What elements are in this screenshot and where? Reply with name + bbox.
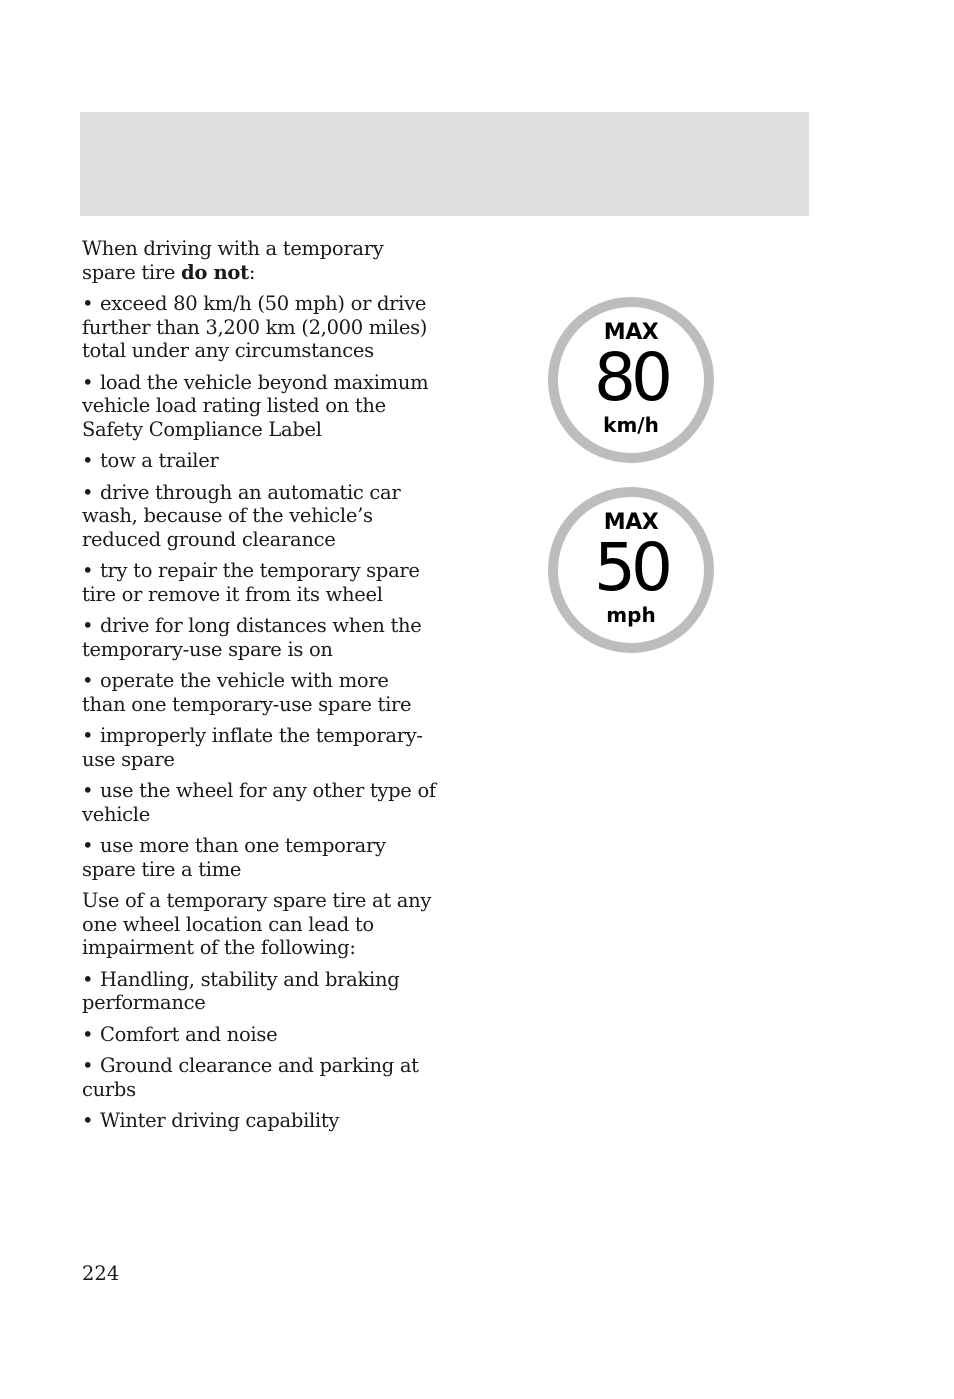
list-item-text: use the wheel for any other type of vehicle xyxy=(82,779,436,826)
bullet: • xyxy=(82,779,94,802)
list-item-text: exceed 80 km/h (50 mph) or drive further than 3,200 km (2,000 miles) total under any circumstances xyxy=(82,292,428,362)
list-item xyxy=(82,481,437,552)
list-item-text: Comfort and noise xyxy=(100,1022,278,1046)
bullet: • xyxy=(82,480,94,504)
sign-speed-value: 80 xyxy=(594,339,668,416)
list-item xyxy=(82,1023,437,1047)
sign-text xyxy=(547,486,715,654)
impairment-list xyxy=(82,968,437,1133)
list-item-text: Ground clearance and parking at curbs xyxy=(82,1054,419,1101)
list-item xyxy=(82,724,437,771)
speed-limit-signs xyxy=(547,296,715,654)
list-item-text: Handling, stability and braking performance xyxy=(82,967,400,1014)
list-item-text: drive for long distances when the temporary-use spare is on xyxy=(82,614,422,661)
bullet: • xyxy=(82,669,94,692)
page-number: 224 xyxy=(82,1262,120,1285)
list-item xyxy=(82,449,437,473)
intro-paragraph xyxy=(82,237,437,284)
bullet: • xyxy=(82,614,94,637)
list-item-text: improperly inflate the temporary-use spare xyxy=(82,724,423,771)
bullet: • xyxy=(82,559,94,582)
list-item xyxy=(82,669,437,716)
list-item xyxy=(82,559,437,606)
sign-max-label: MAX xyxy=(603,510,659,535)
bullet: • xyxy=(82,724,94,747)
list-item-text: drive through an automatic car wash, because of the vehicle’s reduced ground clearance xyxy=(82,480,401,551)
list-item-text: use more than one temporary spare tire a time xyxy=(82,834,386,881)
speed-sign-kmh xyxy=(547,296,715,464)
bullet: • xyxy=(82,449,94,472)
list-item xyxy=(82,1054,437,1101)
sign-speed-value: 50 xyxy=(594,529,668,606)
list-item xyxy=(82,834,437,881)
sign-max-label: MAX xyxy=(603,320,659,345)
list-item-text: tow a trailer xyxy=(100,449,219,472)
list-item xyxy=(82,614,437,661)
bullet: • xyxy=(82,967,94,991)
sign-unit-label: km/h xyxy=(603,413,659,437)
main-text-column xyxy=(82,237,437,1141)
impairment-paragraph: Use of a temporary spare tire at any one wheel location can lead to impairment of the following: xyxy=(82,889,432,959)
do-not-list xyxy=(82,292,437,881)
bullet: • xyxy=(82,292,94,315)
list-item-text: load the vehicle beyond maximum vehicle load rating listed on the Safety Compliance Label xyxy=(82,370,429,441)
list-item xyxy=(82,371,437,442)
bullet: • xyxy=(82,1022,94,1046)
intro-text: When driving with a temporary spare tire xyxy=(82,237,384,284)
header-band xyxy=(80,112,809,216)
bullet: • xyxy=(82,370,94,394)
list-item xyxy=(82,292,437,363)
list-item xyxy=(82,1109,437,1133)
list-item xyxy=(82,779,437,826)
bullet: • xyxy=(82,834,94,857)
list-item xyxy=(82,968,437,1015)
list-item-text: try to repair the temporary spare tire or remove it from its wheel xyxy=(82,559,420,606)
list-item-text: Winter driving capability xyxy=(100,1109,340,1132)
list-item-text: operate the vehicle with more than one temporary-use spare tire xyxy=(82,669,412,716)
intro-emphasis: do not xyxy=(181,260,249,284)
sign-text xyxy=(547,296,715,464)
intro-after: : xyxy=(248,260,256,284)
bullet: • xyxy=(82,1054,94,1077)
bullet: • xyxy=(82,1109,94,1132)
sign-unit-label: mph xyxy=(606,603,656,627)
speed-sign-mph xyxy=(547,486,715,654)
